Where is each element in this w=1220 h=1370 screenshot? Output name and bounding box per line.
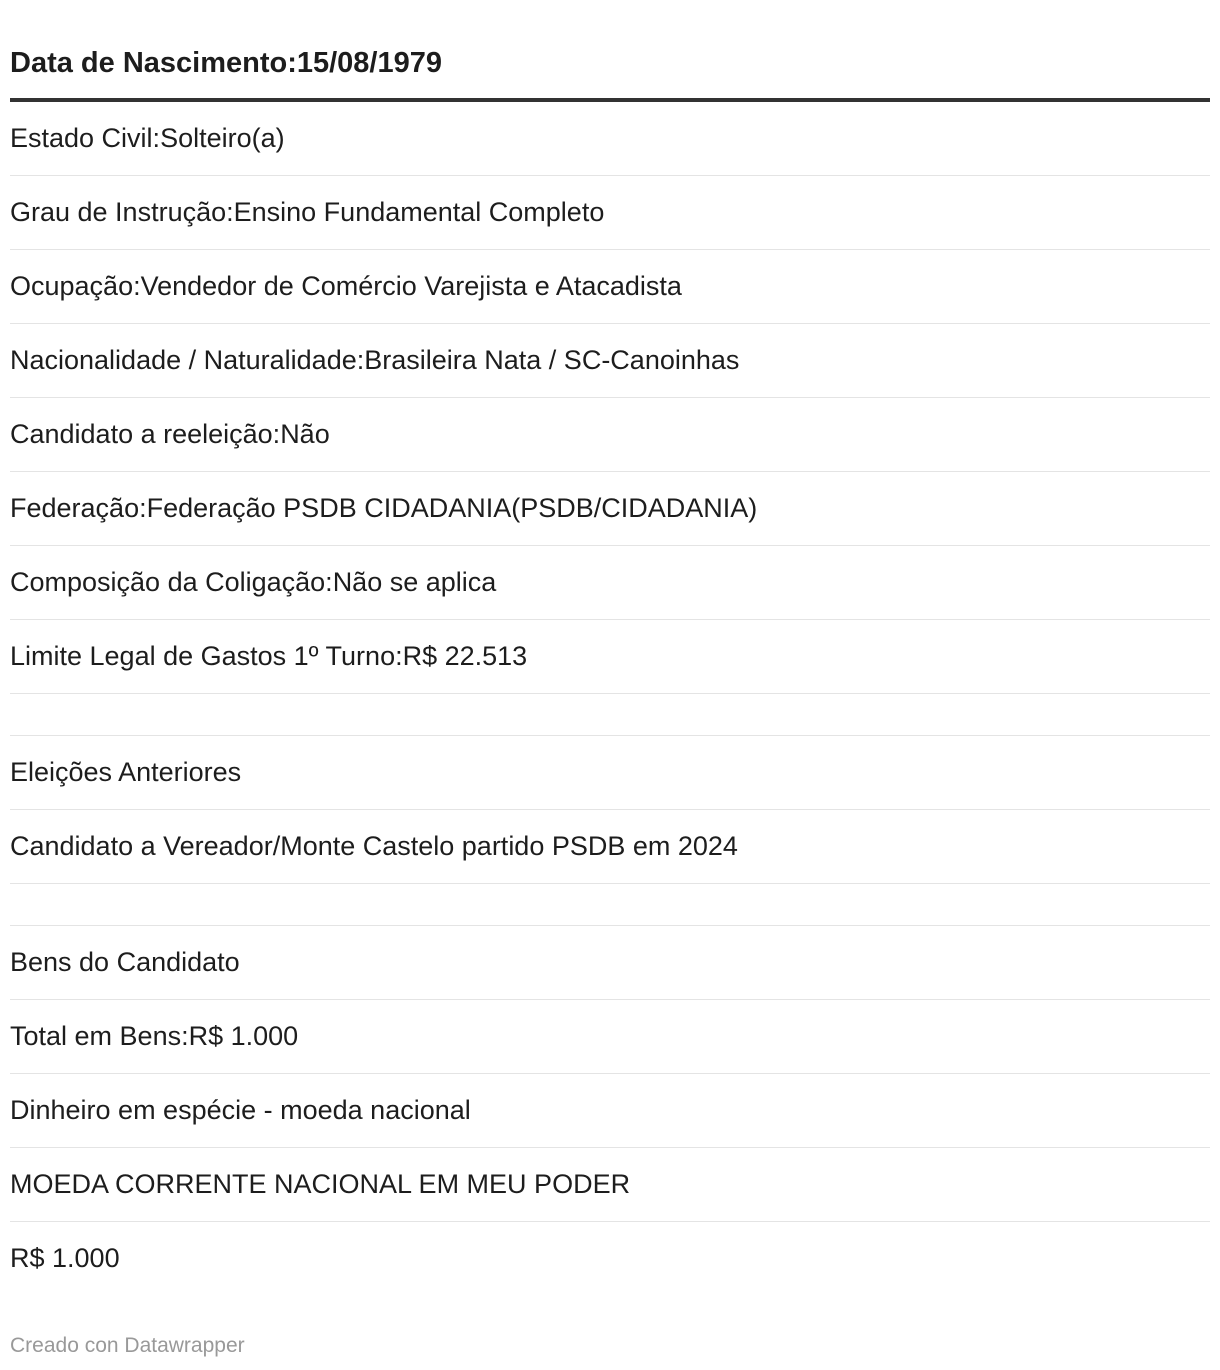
birth-date-value: 15/08/1979 <box>296 47 443 79</box>
coalition-label: Composição da Coligação: <box>10 567 333 597</box>
education-label: Grau de Instrução: <box>10 197 234 227</box>
asset-value: R$ 1.000 <box>10 1243 120 1273</box>
table-row-education <box>10 176 1210 250</box>
birth-date-heading <box>10 46 442 80</box>
datawrapper-credit[interactable]: Creado con Datawrapper <box>10 1334 245 1357</box>
asset-description: MOEDA CORRENTE NACIONAL EM MEU PODER <box>10 1169 631 1199</box>
education-value: Ensino Fundamental Completo <box>233 197 605 227</box>
occupation-value: Vendedor de Comércio Varejista e Atacadista <box>140 271 682 301</box>
civil-status-label: Estado Civil: <box>10 123 161 153</box>
table-row-spacer <box>10 694 1210 736</box>
table-row-assets-heading <box>10 926 1210 1000</box>
table-row-asset-type <box>10 1074 1210 1148</box>
table-row-civil-status <box>10 102 1210 176</box>
occupation-label: Ocupação: <box>10 271 141 301</box>
table-row-federation <box>10 472 1210 546</box>
federation-label: Federação: <box>10 493 147 523</box>
assets-heading: Bens do Candidato <box>10 947 240 977</box>
table-row-coalition <box>10 546 1210 620</box>
assets-total-value: R$ 1.000 <box>188 1021 299 1051</box>
table-row-nationality <box>10 324 1210 398</box>
asset-type: Dinheiro em espécie - moeda nacional <box>10 1095 471 1125</box>
nationality-value: Brasileira Nata / SC-Canoinhas <box>364 345 740 375</box>
table-row-asset-value <box>10 1222 1210 1295</box>
table-row-reelection <box>10 398 1210 472</box>
candidate-table <box>10 0 1210 1295</box>
assets-total-label: Total em Bens: <box>10 1021 189 1051</box>
spending-limit-label: Limite Legal de Gastos 1º Turno: <box>10 641 403 671</box>
federation-value: Federação PSDB CIDADANIA(PSDB/CIDADANIA) <box>146 493 758 523</box>
table-row-elections-heading <box>10 736 1210 810</box>
table-row-assets-total <box>10 1000 1210 1074</box>
civil-status-value: Solteiro(a) <box>160 123 285 153</box>
birth-date-label: Data de Nascimento: <box>10 47 297 79</box>
table-row-spacer <box>10 884 1210 926</box>
elections-heading: Eleições Anteriores <box>10 757 242 787</box>
table-row-spending-limit <box>10 620 1210 694</box>
coalition-value: Não se aplica <box>332 567 497 597</box>
table-row-asset-description <box>10 1148 1210 1222</box>
table-header <box>10 0 1210 102</box>
reelection-label: Candidato a reeleição: <box>10 419 281 449</box>
election-entry: Candidato a Vereador/Monte Castelo partido PSDB em 2024 <box>10 831 738 861</box>
reelection-value: Não <box>280 419 330 449</box>
spending-limit-value: R$ 22.513 <box>402 641 528 671</box>
table-row-occupation <box>10 250 1210 324</box>
nationality-label: Nacionalidade / Naturalidade: <box>10 345 365 375</box>
table-row-election-entry <box>10 810 1210 884</box>
